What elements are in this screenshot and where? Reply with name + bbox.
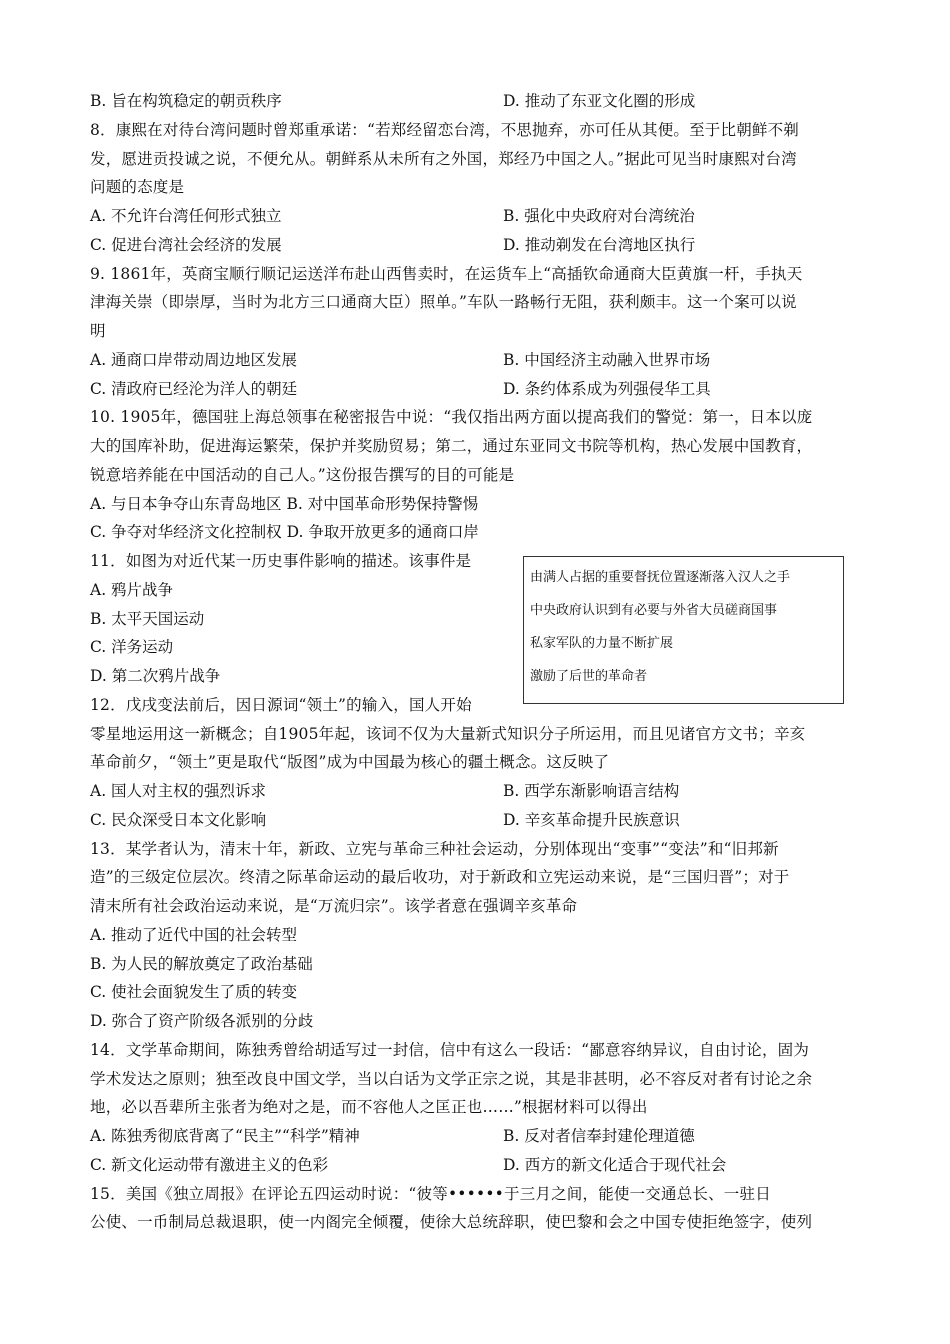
q11-box-line-4: 激励了后世的革命者: [530, 669, 648, 684]
q9-stem-line-1: 9. 1861年，英商宝顺行顺记运送洋布赴山西售卖时，在运货车上“高插钦命通商大臣黄旗一杆，手执天: [90, 265, 803, 283]
q14-stem-line-2: 学术发达之原则；独至改良中国文学，当以白话为文学正宗之说，其是非甚明，必不容反对者有讨论之余: [90, 1070, 813, 1088]
q8-option-a: A. 不允许台湾任何形式独立: [90, 207, 282, 225]
q13-stem-line-3: 清末所有社会政治运动来说，是“万流归宗”。该学者意在强调辛亥革命: [90, 897, 578, 915]
q13-option-b: B. 为人民的解放奠定了政治基础: [90, 955, 313, 973]
q9-option-d: D. 条约体系成为列强侵华工具: [503, 380, 711, 398]
q11-option-d: D. 第二次鸦片战争: [90, 667, 221, 685]
q15-stem-line-2: 公使、一币制局总裁退职，使一内阁完全倾覆，使徐大总统辞职，使巴黎和会之中国专使拒绝签字，使列: [90, 1213, 813, 1231]
q13-stem-line-2: 造”的三级定位层次。终清之际革命运动的最后收功，对于新政和立宪运动来说，是“三国归晋”；对于: [90, 868, 790, 886]
q12-stem-line-2: 零星地运用这一新概念；自1905年起，该词不仅为大量新式知识分子所运用，而且见诸官方文书；辛亥: [90, 725, 806, 743]
q7-option-d: D. 推动了东亚文化圈的形成: [503, 92, 696, 110]
q13-option-a: A. 推动了近代中国的社会转型: [90, 926, 298, 944]
q11-option-a: A. 鸦片战争: [90, 581, 174, 599]
q9-option-b: B. 中国经济主动融入世界市场: [503, 351, 711, 369]
q14-option-b: B. 反对者信奉封建伦理道德: [503, 1127, 695, 1145]
q9-option-a: A. 通商口岸带动周边地区发展: [90, 351, 298, 369]
q10-options-row-1: A. 与日本争夺山东青岛地区 B. 对中国革命形势保持警惕: [90, 495, 479, 513]
q14-stem-line-1: 14．文学革命期间，陈独秀曾给胡适写过一封信，信中有这么一段话：“鄙意容纳异议，自由讨论，固为: [90, 1041, 810, 1059]
q11-stem: 11．如图为对近代某一历史事件影响的描述。该事件是: [90, 552, 472, 570]
q8-option-b: B. 强化中央政府对台湾统治: [503, 207, 695, 225]
q12-stem-line-1: 12．戊戌变法前后，因日源词“领土”的输入，国人开始: [90, 696, 472, 714]
q9-stem-line-3: 明: [90, 322, 106, 340]
q12-option-a: A. 国人对主权的强烈诉求: [90, 782, 267, 800]
q8-stem-line-1: 8．康熙在对待台湾问题时曾郑重承诺：“若郑经留恋台湾，不思抛弃，亦可任从其便。至于比朝鲜不剃: [90, 121, 799, 139]
q12-option-d: D. 辛亥革命提升民族意识: [503, 811, 680, 829]
q11-box-line-3: 私家军队的力量不断扩展: [530, 636, 674, 651]
q12-option-b: B. 西学东渐影响语言结构: [503, 782, 680, 800]
q10-stem-line-1: 10. 1905年，德国驻上海总领事在秘密报告中说：“我仅指出两方面以提高我们的警觉：第一，日本以庞: [90, 408, 813, 426]
q11-box-line-1: 由满人占据的重要督抚位置逐渐落入汉人之手: [530, 570, 791, 585]
q12-stem-line-3: 革命前夕，“领土”更是取代“版图”成为中国最为核心的疆土概念。这反映了: [90, 753, 610, 771]
q10-stem-line-2: 大的国库补助，促进海运繁荣，保护并奖励贸易；第二，通过东亚同文书院等机构，热心发展中国教育，: [90, 437, 813, 455]
q10-stem-line-3: 锐意培养能在中国活动的自己人。”这份报告撰写的目的可能是: [90, 466, 515, 484]
q13-stem-line-1: 13．某学者认为，清末十年，新政、立宪与革命三种社会运动，分别体现出“变事”“变法”和“旧邦新: [90, 840, 779, 858]
q9-option-c: C. 清政府已经沦为洋人的朝廷: [90, 380, 298, 398]
q12-option-c: C. 民众深受日本文化影响: [90, 811, 267, 829]
q13-option-d: D. 弥合了资产阶级各派别的分歧: [90, 1012, 314, 1030]
q11-box-line-2: 中央政府认识到有必要与外省大员磋商国事: [530, 603, 778, 618]
q14-stem-line-3: 地，必以吾辈所主张者为绝对之是，而不容他人之匡正也……”根据材料可以得出: [90, 1098, 648, 1116]
q14-option-a: A. 陈独秀彻底背离了“民主”“科学”精神: [90, 1127, 360, 1145]
q15-stem-line-1: 15．美国《独立周报》在评论五四运动时说：“彼等••••••于三月之间，能使一交通总长、一驻日: [90, 1185, 771, 1203]
q7-option-b: B. 旨在构筑稳定的朝贡秩序: [90, 92, 282, 110]
q10-options-row-2: C. 争夺对华经济文化控制权 D. 争取开放更多的通商口岸: [90, 523, 479, 541]
q8-stem-line-2: 发，愿进贡投诚之说，不便允从。朝鲜系从未所有之外国，郑经乃中国之人。”据此可见当时康熙对台湾: [90, 150, 797, 168]
q14-option-d: D. 西方的新文化适合于现代社会: [503, 1156, 727, 1174]
q11-material-box: [523, 556, 844, 704]
q8-option-d: D. 推动剃发在台湾地区执行: [503, 236, 696, 254]
q14-option-c: C. 新文化运动带有激进主义的色彩: [90, 1156, 329, 1174]
q9-stem-line-2: 津海关崇（即崇厚，当时为北方三口通商大臣）照单。”车队一路畅行无阻，获利颇丰。这一个案可以说: [90, 293, 797, 311]
q13-option-c: C. 使社会面貌发生了质的转变: [90, 983, 298, 1001]
q11-option-c: C. 洋务运动: [90, 638, 174, 656]
q11-option-b: B. 太平天国运动: [90, 610, 205, 628]
q8-option-c: C. 促进台湾社会经济的发展: [90, 236, 282, 254]
q8-stem-line-3: 问题的态度是: [90, 178, 185, 196]
